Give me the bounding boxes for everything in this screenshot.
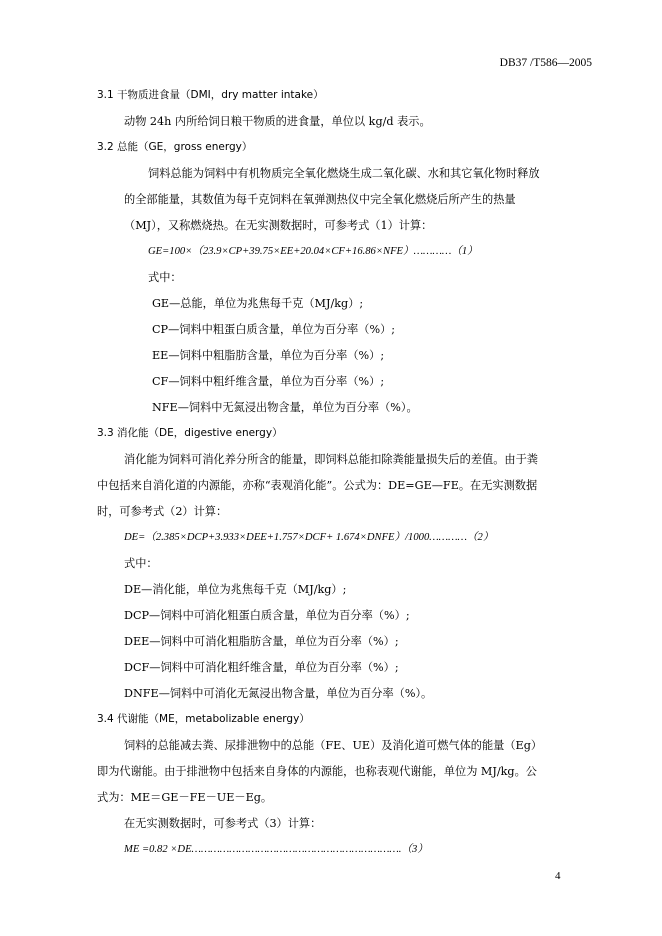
section-heading-3-4: 3.4 代谢能（ME，metabolizable energy） [97, 713, 310, 725]
document-code-header: DB37 /T586—2005 [499, 57, 592, 69]
definition-line: CF—饲料中粗纤维含量，单位为百分率（%）; [152, 375, 385, 388]
formula-1: GE=100×（23.9×CP+39.75×EE+20.04×CF+16.86×NFE）…………（1） [148, 246, 478, 257]
definition-line: DEE—饲料中可消化粗脂肪含量，单位为百分率（%）; [124, 635, 399, 648]
paragraph-line: 即为代谢能。由于排泄物中包括来自身体的内源能，也称表观代谢能，单位为 MJ/kg。公 [97, 765, 537, 778]
formula-3: ME =0.82 ×DE………………………………………………………….（3） [124, 844, 428, 855]
definition-line: DE—消化能，单位为兆焦每千克（MJ/kg）; [124, 583, 347, 596]
definition-line: CP—饲料中粗蛋白质含量，单位为百分率（%）; [152, 323, 396, 336]
page-number: 4 [555, 870, 561, 882]
paragraph-line: 中包括来自消化道的内源能，亦称“表观消化能”。公式为：DE=GE—FE。在无实测数据 [97, 479, 538, 492]
paragraph-line: 在无实测数据时，可参考式（3）计算： [124, 817, 322, 830]
definition-line: DCF—饲料中可消化粗纤维含量，单位为百分率（%）; [124, 661, 399, 674]
definition-line: DNFE—饲料中可消化无氮浸出物含量，单位为百分率（%）。 [124, 687, 433, 700]
paragraph-line: 的全部能量，其数值为每千克饲料在氧弹测热仪中完全氧化燃烧后所产生的热量 [124, 193, 516, 206]
paragraph-line: 动物 24h 内所给饲日粮干物质的进食量，单位以 kg/d 表示。 [124, 115, 431, 128]
where-label: 式中： [148, 271, 182, 284]
definition-line: EE—饲料中粗脂肪含量，单位为百分率（%）; [152, 349, 385, 362]
paragraph-line: 时，可参考式（2）计算： [97, 505, 228, 518]
definition-line: DCP—饲料中可消化粗蛋白质含量，单位为百分率（%）; [124, 609, 410, 622]
definition-line: NFE—饲料中无氮浸出物含量，单位为百分率（%）。 [152, 401, 418, 414]
section-heading-3-3: 3.3 消化能（DE，digestive energy） [97, 427, 283, 439]
section-heading-3-1: 3.1 干物质进食量（DMI，dry matter intake） [97, 89, 324, 101]
paragraph-line: 消化能为饲料可消化养分所含的能量，即饲料总能扣除粪能量损失后的差值。由于粪 [124, 453, 538, 466]
paragraph-line: 饲料的总能减去粪、尿排泄物中的总能（FE、UE）及消化道可燃气体的能量（Eg） [124, 739, 543, 752]
formula-2: DE=（2.385×DCP+3.933×DEE+1.757×DCF+ 1.674×DNFE）/1000…………（2） [124, 532, 494, 543]
definition-line: GE—总能，单位为兆焦每千克（MJ/kg）; [152, 297, 364, 310]
paragraph-line: 式为：ME＝GE－FE－UE－Eg。 [97, 791, 273, 804]
paragraph-line: 饲料总能为饲料中有机物质完全氧化燃烧生成二氧化碳、水和其它氧化物时释放 [148, 167, 540, 180]
where-label: 式中： [124, 557, 158, 570]
section-heading-3-2: 3.2 总能（GE，gross energy） [97, 141, 253, 153]
paragraph-line: （MJ），又称燃烧热。在无实测数据时，可参考式（1）计算： [124, 219, 433, 232]
